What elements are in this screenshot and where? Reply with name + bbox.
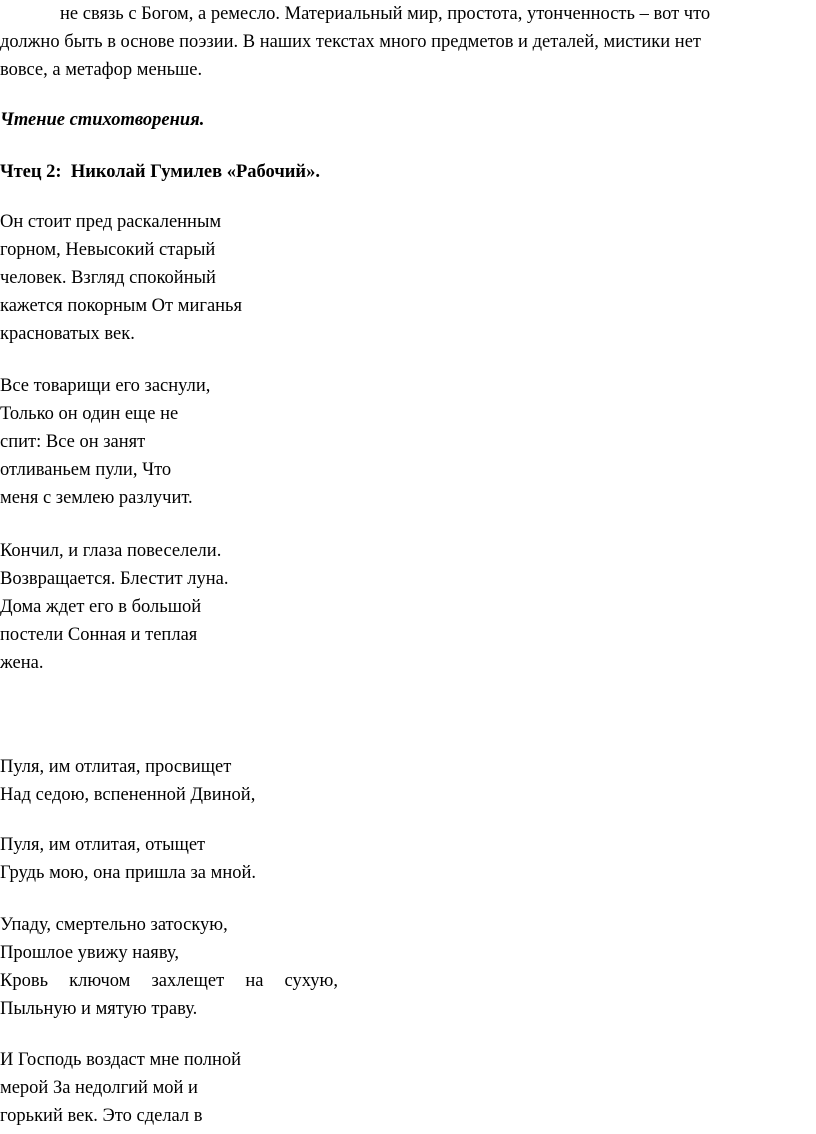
poem-line: Дома ждет его в большой (0, 597, 202, 617)
poem-line: Упаду, смертельно затоскую, (0, 915, 228, 935)
poem-stanza-3 (0, 537, 228, 677)
poem-line: кажется покорным От миганья (0, 296, 243, 316)
poem-line: Прошлое увижу наяву, (0, 943, 179, 963)
poem-line: постели Сонная и теплая (0, 625, 198, 645)
poem-line: Пыльную и мятую траву. (0, 999, 198, 1019)
intro-line: не связь с Богом, а ремесло. Материальный мир, простота, утонченность – вот что (60, 4, 711, 24)
poem-line: человек. Взгляд спокойный (0, 268, 216, 288)
section-title: Чтение стихотворения. (0, 110, 205, 130)
poem-line: горький век. Это сделал в (0, 1106, 203, 1126)
poem-line: Пуля, им отлитая, просвищет (0, 757, 232, 777)
poem-line: Кровь ключом захлещет на сухую, (0, 971, 338, 991)
intro-line: должно быть в основе поэзии. В наших текстах много предметов и деталей, мистики нет (0, 32, 701, 52)
intro-paragraph (0, 0, 780, 84)
poem-line: горном, Невысокий старый (0, 240, 216, 260)
reader-heading: Чтец 2: Николай Гумилев «Рабочий». (0, 162, 320, 182)
poem-stanza-4 (0, 753, 255, 809)
poem-line: жена. (0, 653, 44, 673)
poem-line: Все товарищи его заснули, (0, 376, 211, 396)
poem-stanza-5 (0, 831, 256, 887)
poem-line: Только он один еще не (0, 404, 179, 424)
poem-line: меня с землею разлучит. (0, 488, 193, 508)
poem-line: мерой За недолгий мой и (0, 1078, 198, 1098)
poem-line: Кончил, и глаза повеселели. (0, 541, 222, 561)
poem-line: красноватых век. (0, 324, 135, 344)
poem-stanza-7 (0, 1046, 241, 1130)
poem-line: Возвращается. Блестит луна. (0, 569, 229, 589)
poem-line: спит: Все он занят (0, 432, 146, 452)
poem-stanza-2 (0, 372, 210, 512)
poem-line: Над седою, вспененной Двиной, (0, 785, 256, 805)
intro-line: вовсе, а метафор меньше. (0, 60, 203, 80)
poem-line: Пуля, им отлитая, отыщет (0, 835, 206, 855)
poem-stanza-6 (0, 911, 338, 1023)
poem-line: отливаньем пули, Что (0, 460, 172, 480)
poem-stanza-1 (0, 208, 242, 348)
poem-line: И Господь воздаст мне полной (0, 1050, 242, 1070)
poem-line: Грудь мою, она пришла за мной. (0, 863, 257, 883)
poem-line: Он стоит пред раскаленным (0, 212, 222, 232)
